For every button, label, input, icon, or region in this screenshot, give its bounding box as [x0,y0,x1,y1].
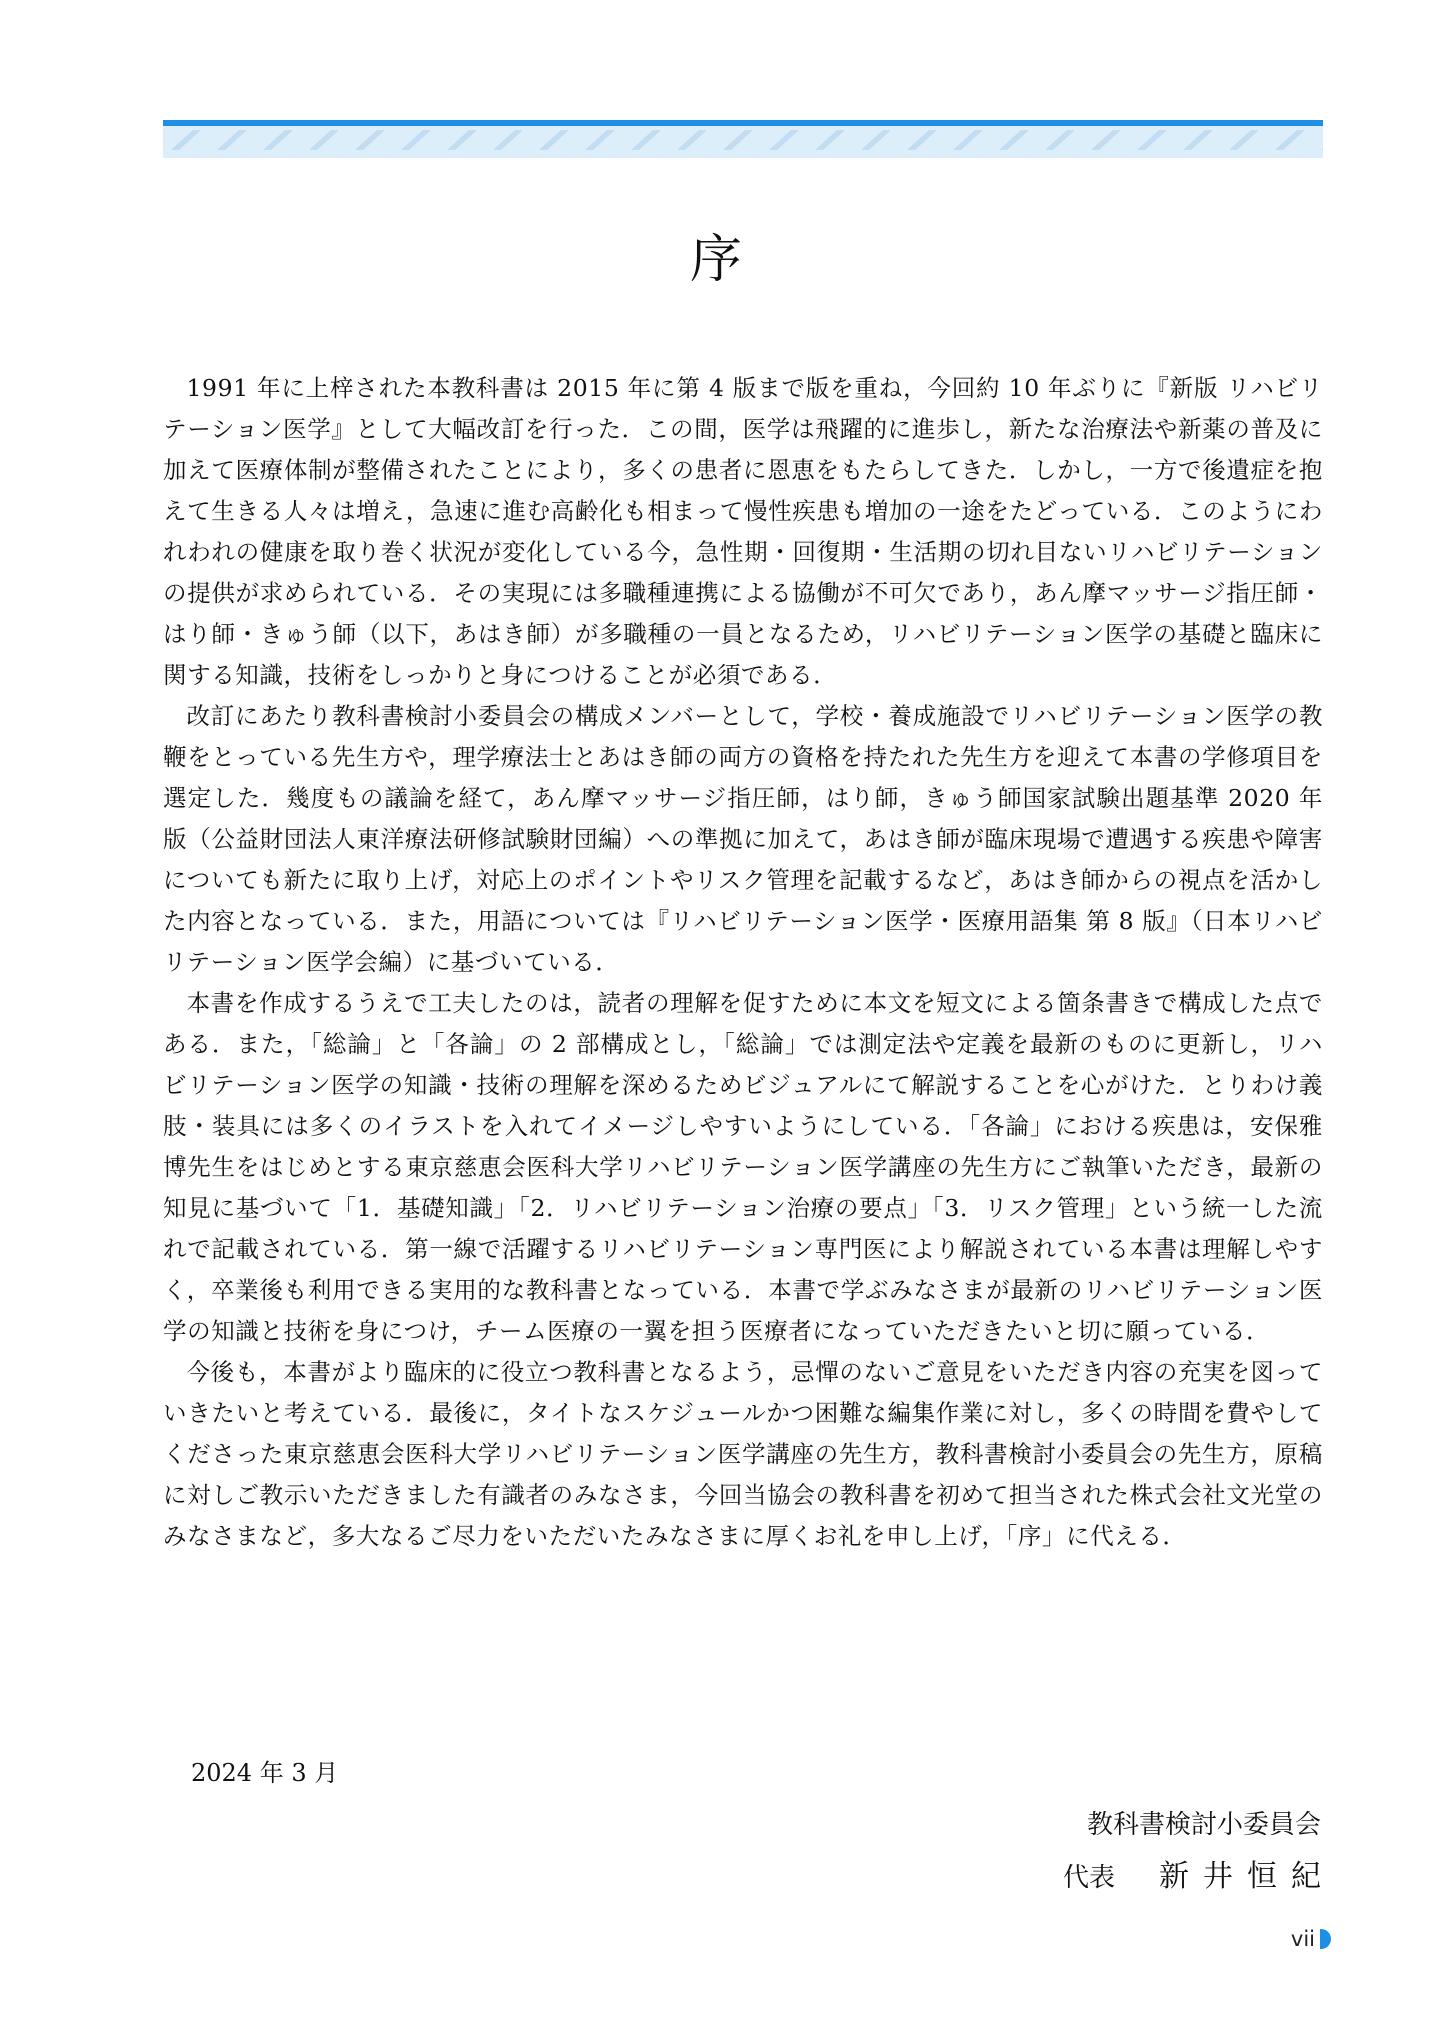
page-number [1291,1923,1331,1955]
page-number-label: vii [1290,1927,1315,1951]
header-band [163,120,1323,158]
body-text [163,368,1323,1557]
paragraph: 1991 年に上梓された本教科書は 2015 年に第 4 版まで版を重ね，今回約 10 年ぶりに『新版 リハビリテーション医学』として大幅改訂を行った．この間，医学は飛躍的に進歩し，新たな治療法や新薬の普及に加えて医療体制が整備されたことにより，多くの患者に恩恵をもたらしてきた．しかし，一方で後遺症を抱えて生きる人々は増え，急速に進む高齢化も相まって慢性疾患も増加の一途をたどっている．このようにわれわれの健康を取り巻く状況が変化している今，急性期・回復期・生活期の切れ目ないリハビリテーションの提供が求められている．その実現には多職種連携による協働が不可欠であり，あん摩マッサージ指圧師・はり師・きゅう師（以下，あはき師）が多職種の一員となるため，リハビリテーション医学の基礎と臨床に関する知識，技術をしっかりと身につけることが必須である． [163,374,1323,689]
header-band-graphic [163,120,1323,158]
date: 2024 年 3 月 [191,1759,339,1787]
page-title: 序 [689,230,744,290]
paragraph: 今後も，本書がより臨床的に役立つ教科書となるよう，忌憚のないご意見をいただき内容の充実を図っていきたいと考えている．最後に，タイトなスケジュールかつ困難な編集作業に対し，多くの時間を費やしてくださった東京慈恵会医科大学リハビリテーション医学講座の先生方，教科書検討小委員会の先生方，原稿に対しご教示いただきました有識者のみなさま，今回当協会の教科書を初めて担当された株式会社文光堂のみなさまなど，多大なるご尽力をいただいたみなさまに厚くお礼を申し上げ，「序」に代える． [163,1358,1323,1550]
paragraph: 改訂にあたり教科書検討小委員会の構成メンバーとして，学校・養成施設でリハビリテーション医学の教鞭をとっている先生方や，理学療法士とあはき師の両方の資格を持たれた先生方を迎えて本書の学修項目を選定した．幾度もの議論を経て，あん摩マッサージ指圧師，はり師，きゅう師国家試験出題基準 2020 年版（公益財団法人東洋療法研修試験財団編）への準拠に加えて，あはき師が臨床現場で遭遇する疾患や障害についても新たに取り上げ，対応上のポイントやリスク管理を記載するなど，あはき師からの視点を活かした内容となっている．また，用語については『リハビリテーション医学・医療用語集 第 8 版』（日本リハビリテーション医学会編）に基づいている． [163,702,1323,976]
paragraph: 本書を作成するうえで工夫したのは，読者の理解を促すために本文を短文による箇条書きで構成した点である．また，「総論」と「各論」の 2 部構成とし，「総論」では測定法や定義を最新のものに更新し，リハビリテーション医学の知識・技術の理解を深めるためビジュアルにて解説することを心がけた．とりわけ義肢・装具には多くのイラストを入れてイメージしやすいようにしている．「各論」における疾患は，安保雅博先生をはじめとする東京慈恵会医科大学リハビリテーション医学講座の先生方にご執筆いただき，最新の知見に基づいて「1．基礎知識」「2．リハビリテーション治療の要点」「3．リスク管理」という統一した流れで記載されている．第一線で活躍するリハビリテーション専門医により解説されている本書は理解しやすく，卒業後も利用できる実用的な教科書となっている．本書で学ぶみなさまが最新のリハビリテーション医学の知識と技術を身につけ，チーム医療の一翼を担う医療者になっていただきたいと切に願っている． [163,989,1323,1345]
signature-role: 代表 [1062,1863,1115,1893]
signature-organization: 教科書検討小委員会 [1086,1810,1321,1840]
signature-representative [1062,1855,1335,1900]
signature-name: 新井恒紀 [1159,1859,1335,1894]
page-marker-icon [1320,1929,1331,1949]
